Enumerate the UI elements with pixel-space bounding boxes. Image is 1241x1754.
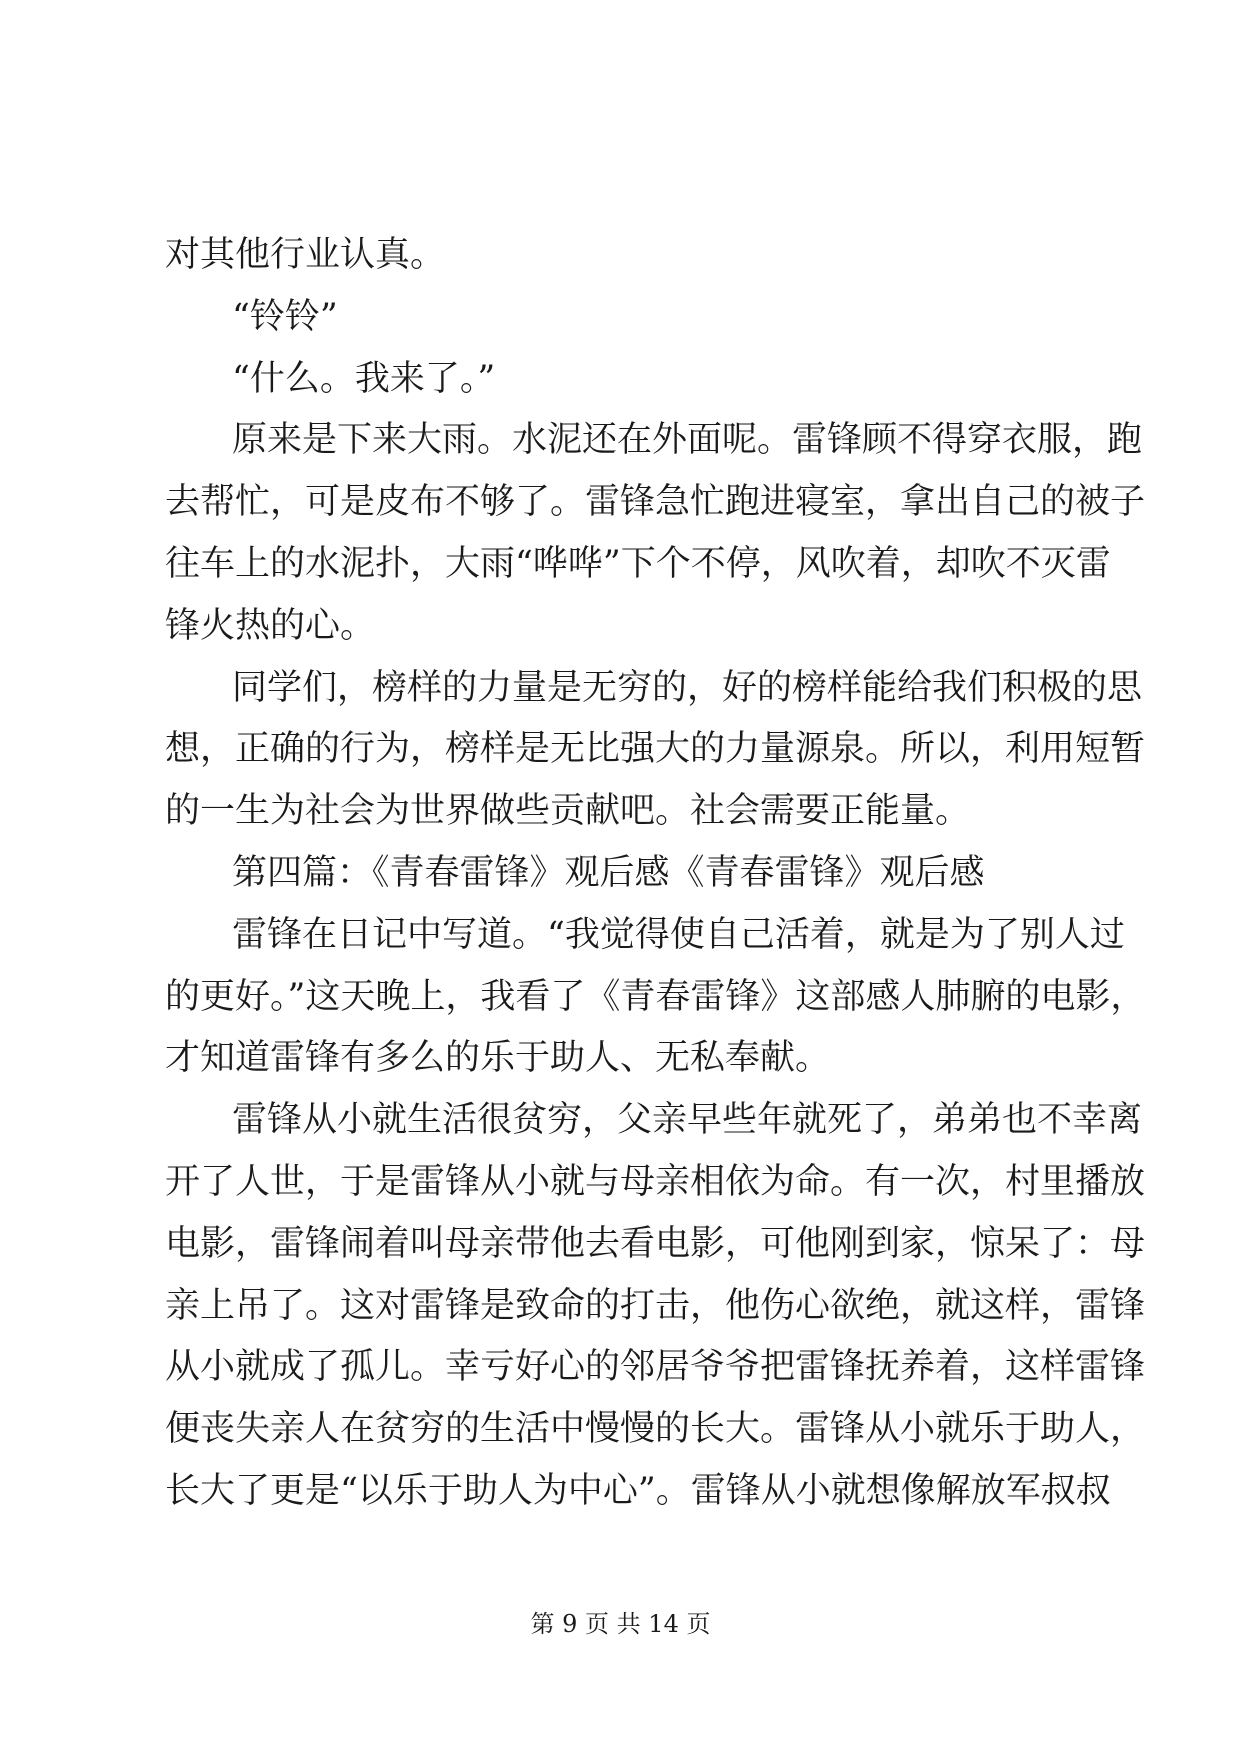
text-line: “什么。我来了。” xyxy=(232,358,496,399)
text-line: 开了人世，于是雷锋从小就与母亲相依为命。有一次，村里播放 xyxy=(165,1161,1146,1202)
text-line: 雷锋从小就生活很贫穷，父亲早些年就死了，弟弟也不幸离 xyxy=(232,1100,1143,1141)
text-line: 想，正确的行为，榜样是无比强大的力量源泉。所以，利用短暂 xyxy=(165,729,1146,770)
text-line: 的一生为社会为世界做些贡献吧。社会需要正能量。 xyxy=(165,791,971,832)
page-number-label: 第 9 页 共 14 页 xyxy=(530,1610,711,1638)
text-line: 去帮忙，可是皮布不够了。雷锋急忙跑进寝室，拿出自己的被子 xyxy=(165,482,1146,523)
text-line: 长大了更是“以乐于助人为中心”。雷锋从小就想像解放军叔叔 xyxy=(165,1470,1111,1511)
text-line: 对其他行业认真。 xyxy=(165,235,446,275)
text-line: 原来是下来大雨。水泥还在外面呢。雷锋顾不得穿衣服，跑 xyxy=(232,420,1143,461)
text-line: 亲上吊了。这对雷锋是致命的打击，他伤心欲绝，就这样，雷锋 xyxy=(165,1285,1146,1326)
text-line: 从小就成了孤儿。幸亏好心的邻居爷爷把雷锋抚养着，这样雷锋 xyxy=(165,1347,1146,1388)
text-line: 的更好。”这天晚上，我看了《青春雷锋》这部感人肺腑的电影， xyxy=(165,976,1146,1017)
page-footer xyxy=(0,1604,1241,1639)
text-line: 才知道雷锋有多么的乐于助人、无私奉献。 xyxy=(165,1038,831,1079)
text-line: 雷锋在日记中写道。“我觉得使自己活着，就是为了别人过 xyxy=(232,914,1125,955)
text-line: “铃铃” xyxy=(232,296,338,337)
text-line: 同学们，榜样的力量是无穷的，好的榜样能给我们积极的思 xyxy=(232,667,1143,708)
text-line: 锋火热的心。 xyxy=(165,605,376,646)
document-body xyxy=(165,225,1146,1523)
text-line: 往车上的水泥扑，大雨“哗哗”下个不停，风吹着，却吹不灭雷 xyxy=(165,543,1111,584)
text-line: 电影，雷锋闹着叫母亲带他去看电影，可他刚到家，惊呆了：母 xyxy=(165,1223,1146,1264)
text-line: 第四篇：《青春雷锋》观后感《青春雷锋》观后感 xyxy=(232,852,985,893)
text-line: 便丧失亲人在贫穷的生活中慢慢的长大。雷锋从小就乐于助人， xyxy=(165,1409,1146,1450)
